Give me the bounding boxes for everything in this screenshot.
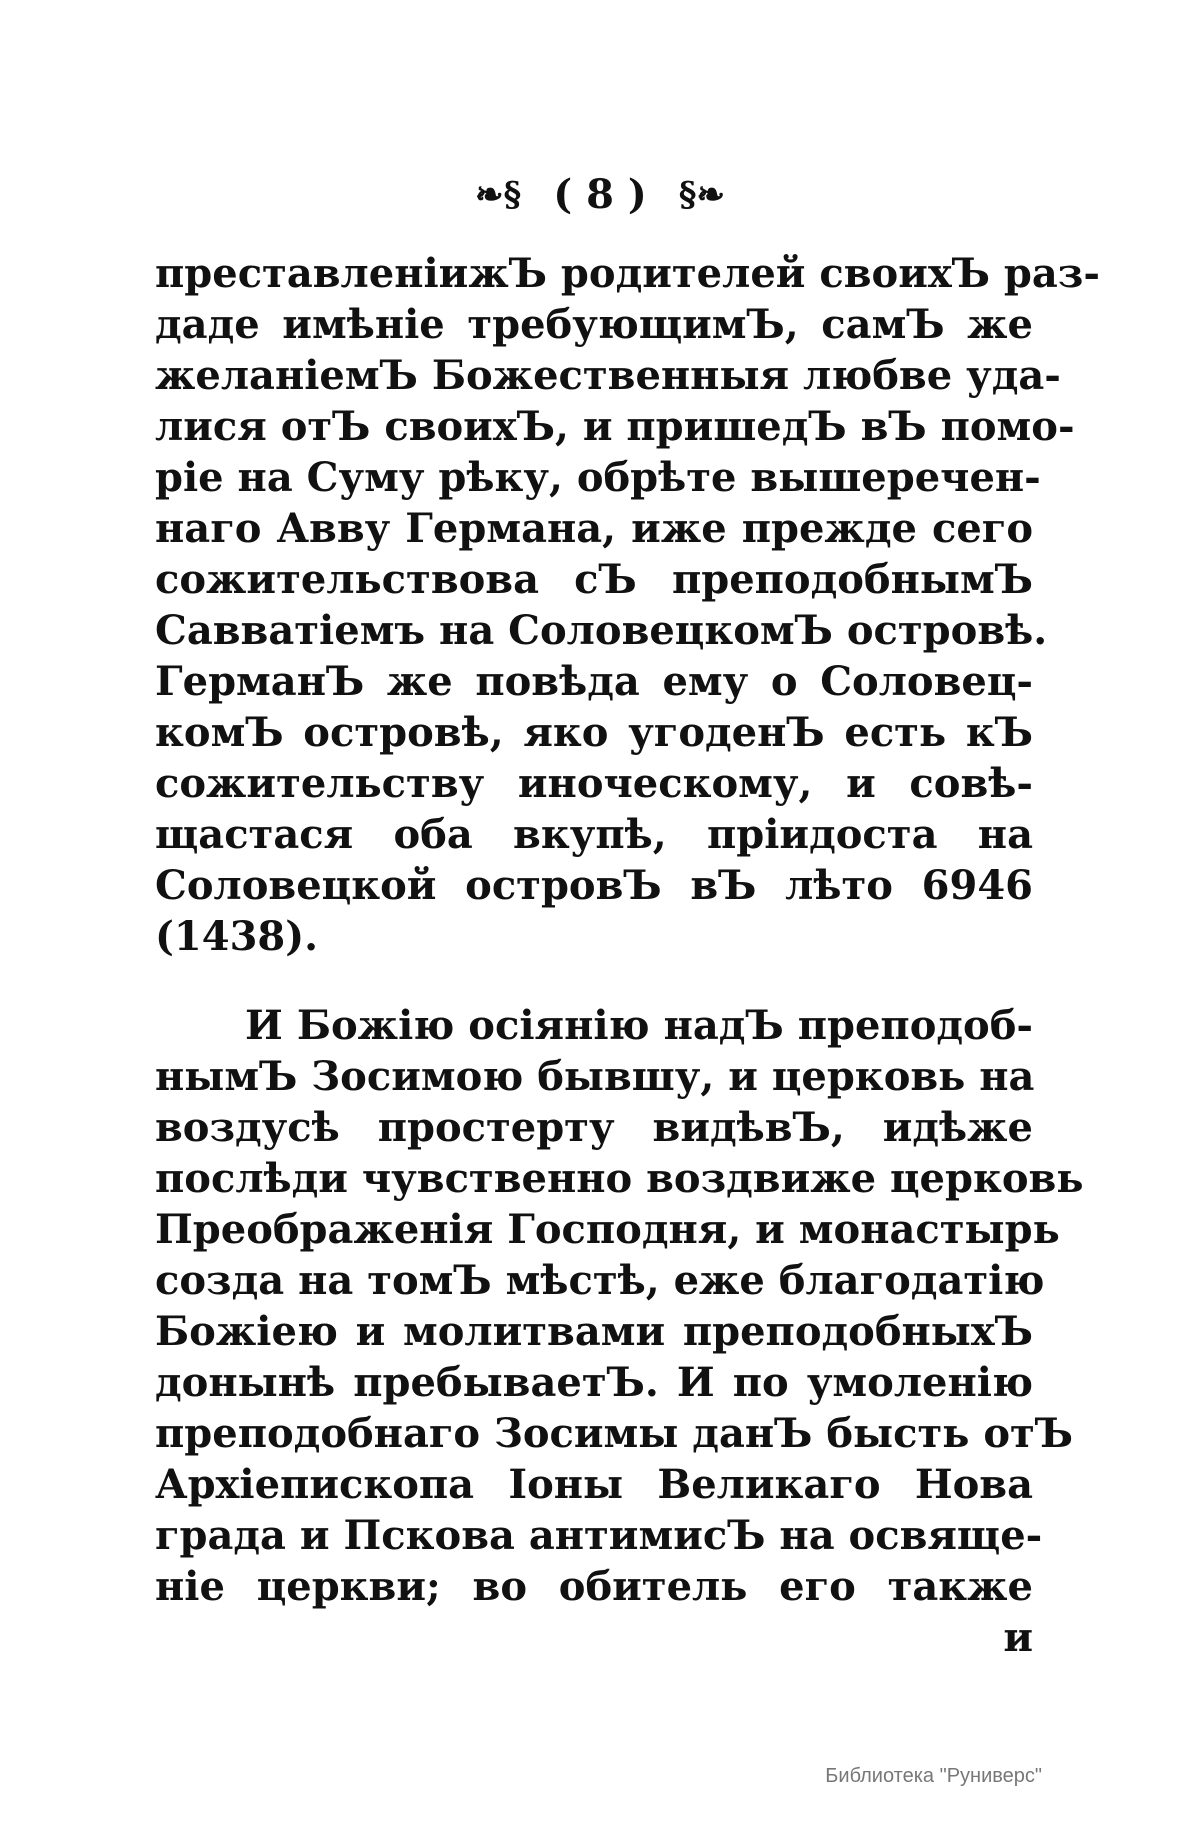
text-line: донынѣ пребываетЪ. И по умоленію [155, 1359, 1033, 1406]
text-line: щастася оба вкупѣ, пріидоста на [155, 811, 1033, 858]
text-line: даде имѣніе требующимЪ, самЪ же [155, 301, 1033, 348]
paragraph-1 [155, 248, 1100, 962]
left-ornament: ❧§ [475, 175, 522, 215]
page-header [0, 168, 1200, 219]
text-line: наго Авву Германа, иже прежде сего [155, 505, 1033, 552]
text-line: сожительствова сЪ преподобнымЪ [155, 556, 1033, 603]
paragraph-2 [155, 1000, 1084, 1663]
catchword: и [1003, 1614, 1033, 1661]
text-line: комЪ островѣ, яко угоденЪ есть кЪ [155, 709, 1033, 756]
text-line: лися отЪ своихЪ, и пришедЪ вЪ помо- [155, 403, 1075, 450]
right-ornament: §❧ [678, 175, 725, 215]
text-line: ріе на Суму рѣку, обрѣте вышеречен- [155, 454, 1041, 501]
text-line: И Божію осіянію надЪ преподоб- [245, 1002, 1033, 1049]
text-line: (1438). [155, 913, 319, 960]
library-credit: Библиотека "Руниверс" [825, 1765, 1042, 1787]
text-line: преподобнаго Зосимы данЪ бысть отЪ [155, 1410, 1074, 1457]
text-line: Соловецкой островЪ вЪ лѣто 6946 [155, 862, 1033, 909]
text-line: созда на томЪ мѣстѣ, еже благодатію [155, 1257, 1045, 1304]
text-line: послѣди чувственно воздвиже церковь [155, 1155, 1084, 1202]
text-line: желаніемЪ Божественныя любве уда- [155, 352, 1061, 399]
text-line: ніе церкви; во обитель его также [155, 1563, 1033, 1610]
text-line: воздусѣ простерту видѣвЪ, идѣже [155, 1104, 1033, 1151]
text-line: града и Пскова антимисЪ на освяще- [155, 1512, 1043, 1559]
text-line: Архіепископа Іоны Великаго Нова [155, 1461, 1033, 1508]
text-line: преставленіижЪ родителей своихЪ раз- [155, 250, 1100, 297]
text-line: Преображенія Господня, и монастырь [155, 1206, 1060, 1253]
text-line: ГерманЪ же повѣда ему о Соловец- [155, 658, 1033, 705]
text-line: сожительству иноческому, и совѣ- [155, 760, 1033, 807]
text-line: нымЪ Зосимою бывшу, и церковь на [155, 1053, 1035, 1100]
text-line: Савватіемъ на СоловецкомЪ островѣ. [155, 607, 1048, 654]
text-line: Божіею и молитвами преподобныхЪ [155, 1308, 1033, 1355]
page-number: ( 8 ) [553, 171, 647, 218]
